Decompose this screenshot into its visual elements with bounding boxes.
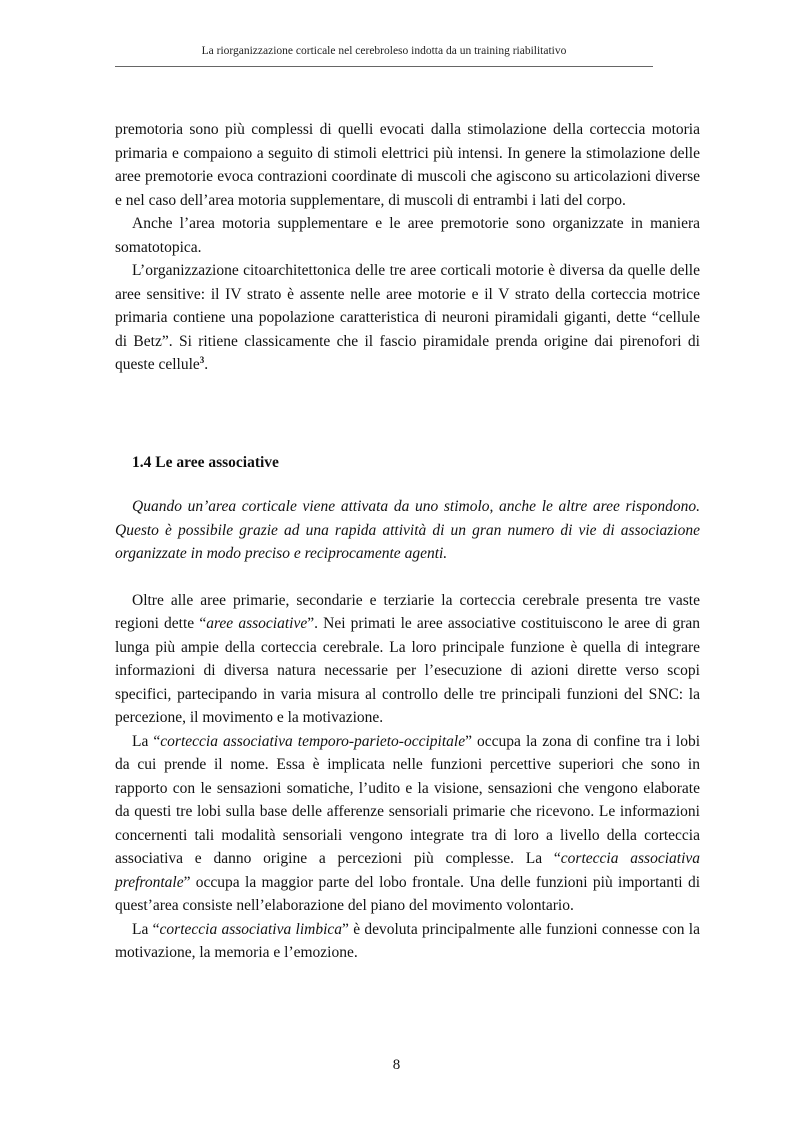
paragraph-6-emphasis: corteccia associativa limbica — [159, 920, 343, 938]
paragraph-3 — [115, 259, 700, 377]
paragraph-6-text-b: ” è devoluta principalmente alle funzioni connesse con la motivazione, la memoria e l’emozione. — [115, 920, 700, 961]
paragraph-6-text-a: La “ — [132, 920, 160, 938]
paragraph-5-text-a: La “ — [132, 732, 161, 750]
paragraph-6 — [115, 918, 700, 965]
paragraph-4-emphasis: aree associative — [206, 615, 308, 632]
page-body — [115, 118, 700, 965]
paragraph-4-text-a: Oltre alle aree primarie, secondarie e terziarie la corteccia cerebrale presenta tre vaste regioni dette “ — [115, 591, 700, 632]
running-header: La riorganizzazione corticale nel cerebroleso indotta da un training riabilitativo — [201, 45, 567, 57]
paragraph-5-emphasis-2: corteccia associativa prefrontale — [115, 850, 701, 891]
paragraph-3-text: L’organizzazione citoarchitettonica delle tre aree corticali motorie è diversa da quelle delle aree sensitive: il IV strato è assente nelle aree motorie e il V strato della corteccia motrice primaria contiene una popolazione caratteristica di neuroni piramidali giganti, dette “cellule di Betz”. Si ritiene classicamente che il fascio piramidale prenda origine dai pirenofori di queste cellule — [115, 262, 700, 373]
footnote-marker: 3 — [199, 355, 205, 365]
paragraph-2: Anche l’area motoria supplementare e le aree premotorie sono organizzate in maniera somatotopica. — [115, 215, 700, 256]
paragraph-5-text-b: ” occupa la zona di confine tra i lobi da cui prende il nome. Essa è implicata nelle funzioni percettive superiori che sono in rapporto con le sensazioni somatiche, l’udito e la visione, sensazioni che vengono elaborate da questi tre lobi sulla base delle afferenze sensoriali primarie che ricevono. Le informazioni concernenti tali modalità sensoriali vengono integrate tra di loro a livello della corteccia associativa e danno origine a percezioni più complesse. La “ — [115, 732, 700, 867]
epigraph-quote: Quando un’area corticale viene attivata da uno stimolo, anche le altre aree rispondono. Questo è possibile grazie ad una rapida attività di un gran numero di vie di associazione organizzate in modo preciso e reciprocamente agenti. — [115, 498, 700, 562]
paragraph-5-emphasis-1: corteccia associativa temporo-parieto-occipitale — [160, 732, 466, 750]
paragraph-5 — [115, 730, 700, 918]
section-heading: 1.4 Le aree associative — [132, 453, 279, 471]
paragraph-5-text-c: ” occupa la maggior parte del lobo frontale. Una delle funzioni più importanti di quest’area consiste nell’elaborazione del piano del movimento volontario. — [115, 873, 700, 914]
paragraph-1: premotoria sono più complessi di quelli evocati dalla stimolazione della corteccia motoria primaria e compaiono a seguito di stimoli elettrici più intensi. In genere la stimolazione delle aree premotorie evoca contrazioni coordinate di muscoli che agiscono su articolazioni diverse e nel caso dell’area motoria supplementare, di muscoli di entrambi i lati del corpo. — [115, 121, 700, 209]
paragraph-3-end: . — [204, 356, 209, 373]
paragraph-4 — [115, 589, 700, 730]
paragraph-4-text-b: ”. Nei primati le aree associative costituiscono le aree di gran lunga più ampie della corteccia cerebrale. La loro principale funzione è quella di integrare informazioni di diversa natura necessarie per l’esecuzione di azioni dirette verso scopi specifici, partecipando in varia misura al controllo delle tre principali funzioni del SNC: la percezione, il movimento e la motivazione. — [115, 615, 701, 726]
page-number: 8 — [392, 1057, 401, 1073]
header-rule — [115, 66, 653, 67]
